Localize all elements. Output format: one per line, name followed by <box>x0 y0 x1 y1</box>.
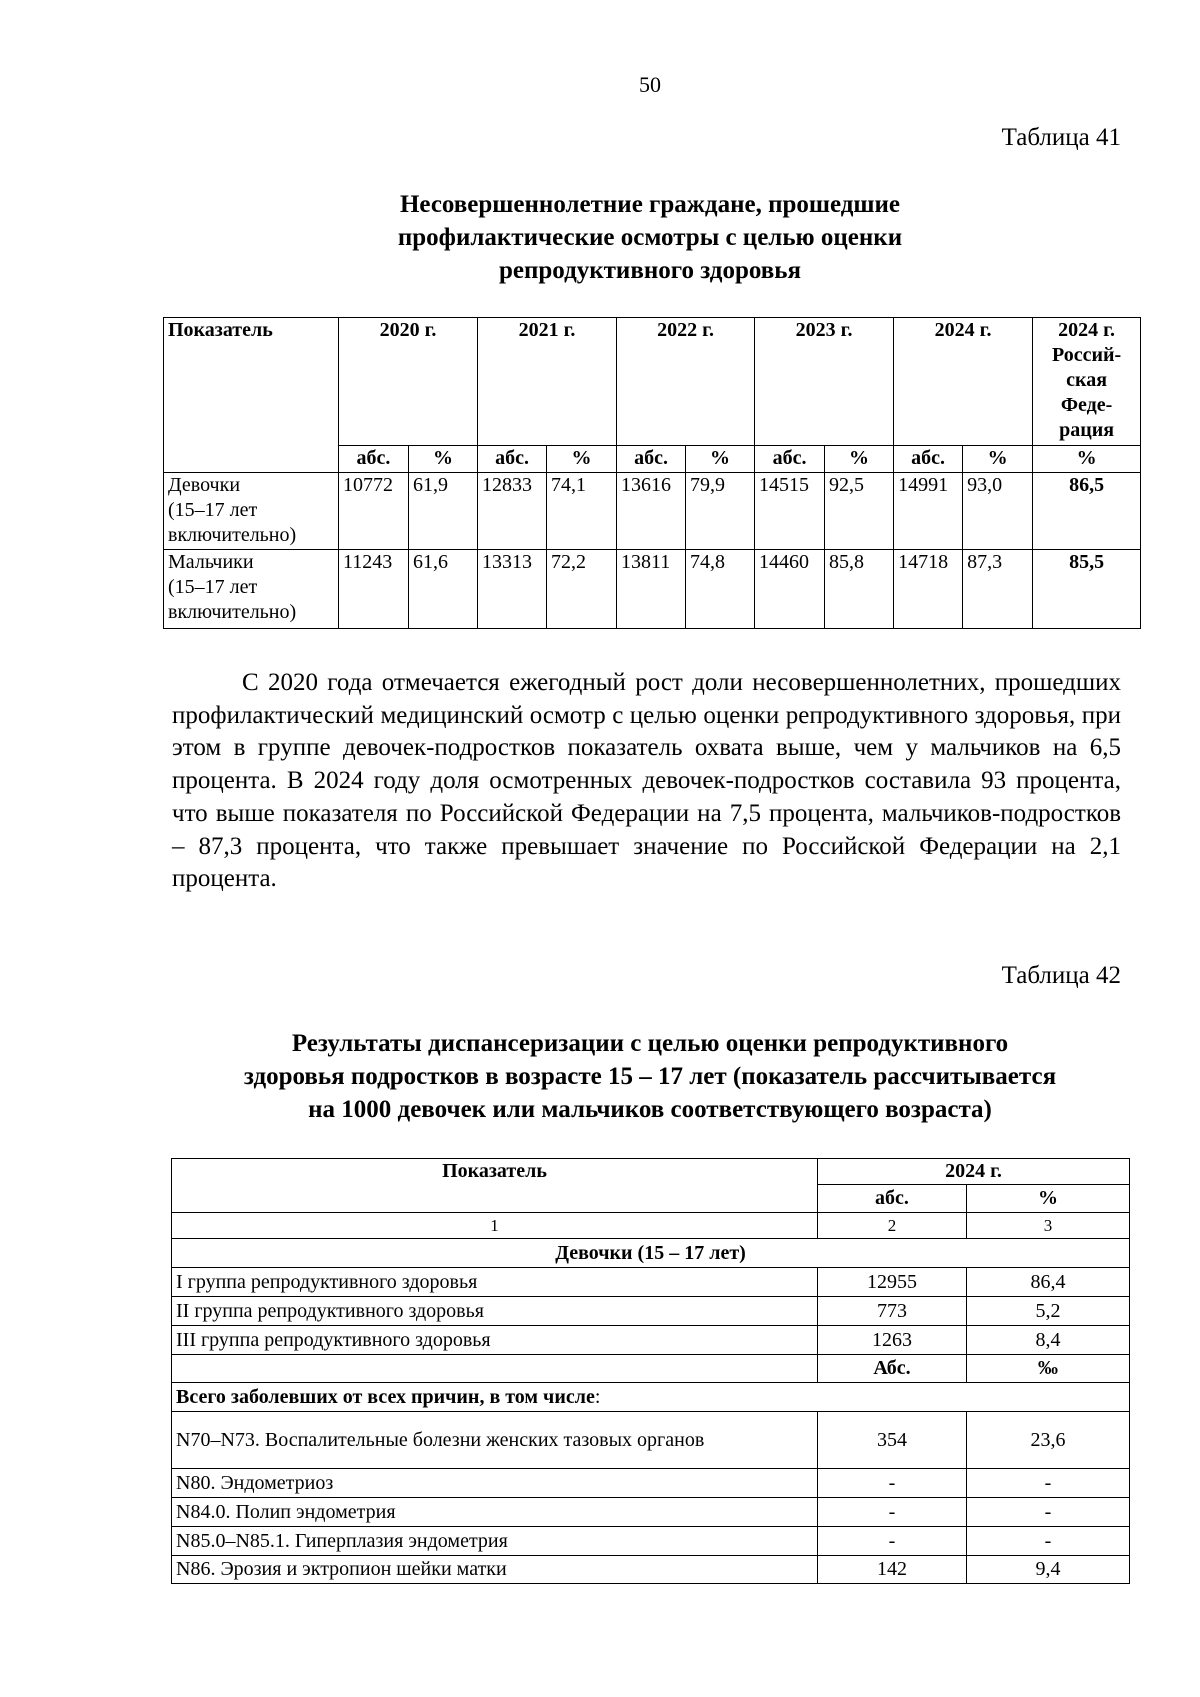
pct-header: % <box>963 446 1033 473</box>
permille-header: ‰ <box>967 1355 1130 1383</box>
row-label: N70–N73. Воспалительные болезни женских тазовых органов <box>172 1412 818 1469</box>
table-row <box>172 1498 1130 1527</box>
cell: 86,4 <box>967 1268 1130 1297</box>
cell: 13616 <box>617 473 686 550</box>
row-label: N80. Эндометриоз <box>172 1469 818 1498</box>
cell: 5,2 <box>967 1297 1130 1326</box>
cell: 74,8 <box>686 550 755 629</box>
header-row <box>164 318 1141 446</box>
title-line: Результаты диспансеризации с целью оценки репродуктивного <box>291 1030 1009 1057</box>
rf-cell: 85,5 <box>1033 550 1141 629</box>
col-num: 2 <box>818 1213 967 1239</box>
pct-header: % <box>825 446 894 473</box>
abs-header: Абс. <box>818 1355 967 1383</box>
column-number-row <box>172 1213 1130 1239</box>
abs-header: абс. <box>894 446 963 473</box>
table-row <box>172 1469 1130 1498</box>
cell: 87,3 <box>963 550 1033 629</box>
table-row <box>172 1268 1130 1297</box>
cell: 13811 <box>617 550 686 629</box>
header-year: 2023 г. <box>755 318 894 446</box>
abs-header: абс. <box>339 446 409 473</box>
cell: 142 <box>818 1556 967 1584</box>
table-42-title <box>150 1027 1150 1126</box>
cell: 72,2 <box>547 550 617 629</box>
title-line: Несовершеннолетние граждане, прошедшие <box>399 191 901 218</box>
table-41-title <box>150 188 1150 287</box>
cell: 11243 <box>339 550 409 629</box>
label-line: включительно) <box>168 524 297 546</box>
table-41-caption: Таблица 41 <box>1001 124 1121 151</box>
header-year: 2024 г. <box>894 318 1033 446</box>
header-rf <box>1033 318 1141 446</box>
pct-header: % <box>547 446 617 473</box>
table-42 <box>171 1158 1130 1584</box>
cell: - <box>967 1469 1130 1498</box>
cell: 14460 <box>755 550 825 629</box>
abs-header: абс. <box>617 446 686 473</box>
table-row <box>164 473 1141 550</box>
pct-header: % <box>409 446 478 473</box>
row-label <box>164 550 339 629</box>
row-label: I группа репродуктивного здоровья <box>172 1268 818 1297</box>
title-line: профилактические осмотры с целью оценки <box>397 224 903 251</box>
header-indicator: Показатель <box>172 1159 818 1213</box>
row-label: III группа репродуктивного здоровья <box>172 1326 818 1355</box>
cell: 14718 <box>894 550 963 629</box>
cell: 13313 <box>478 550 547 629</box>
row-label <box>164 473 339 550</box>
cell: 8,4 <box>967 1326 1130 1355</box>
rf-line: Феде- <box>1060 394 1113 416</box>
cell: - <box>818 1527 967 1556</box>
col-num: 3 <box>967 1213 1130 1239</box>
total-row <box>172 1383 1130 1412</box>
section-row <box>172 1239 1130 1268</box>
cell: 92,5 <box>825 473 894 550</box>
total-label-text: Всего заболевших от всех причин, в том числе <box>176 1385 595 1408</box>
label-line: (15–17 лет <box>168 499 258 521</box>
header-year: 2022 г. <box>617 318 755 446</box>
label-line: Девочки <box>168 474 241 496</box>
table-41 <box>163 317 1141 629</box>
abs-header: абс. <box>755 446 825 473</box>
cell: 1263 <box>818 1326 967 1355</box>
cell: - <box>967 1527 1130 1556</box>
cell: - <box>818 1498 967 1527</box>
header-year: 2021 г. <box>478 318 617 446</box>
page-number: 50 <box>639 72 661 97</box>
header-row <box>172 1159 1130 1185</box>
abs-header: абс. <box>818 1185 967 1213</box>
header-year: 2020 г. <box>339 318 478 446</box>
pct-header: % <box>1033 446 1141 473</box>
cell: 10772 <box>339 473 409 550</box>
cell: 79,9 <box>686 473 755 550</box>
row-label: II группа репродуктивного здоровья <box>172 1297 818 1326</box>
table-42-caption: Таблица 42 <box>1001 962 1121 989</box>
cell: 85,8 <box>825 550 894 629</box>
table-row <box>164 550 1141 629</box>
col-num: 1 <box>172 1213 818 1239</box>
table-row <box>172 1326 1130 1355</box>
title-line: на 1000 девочек или мальчиков соответствующего возраста) <box>308 1096 992 1123</box>
rf-line: рация <box>1059 419 1115 441</box>
header-year: 2024 г. <box>818 1159 1130 1185</box>
cell: 14991 <box>894 473 963 550</box>
rf-line: 2024 г. <box>1058 319 1115 341</box>
cell: 61,9 <box>409 473 478 550</box>
cell: 9,4 <box>967 1556 1130 1584</box>
label-line: (15–17 лет <box>168 576 258 598</box>
row-label: N84.0. Полип эндометрия <box>172 1498 818 1527</box>
table-row <box>172 1297 1130 1326</box>
label-line: включительно) <box>168 601 297 623</box>
cell: 23,6 <box>967 1412 1130 1469</box>
body-paragraph <box>172 667 1121 896</box>
cell: 12955 <box>818 1268 967 1297</box>
cell: 12833 <box>478 473 547 550</box>
rf-cell: 86,5 <box>1033 473 1141 550</box>
pct-header: % <box>686 446 755 473</box>
row-label: N86. Эрозия и эктропион шейки матки <box>172 1556 818 1584</box>
section-heading: Девочки (15 – 17 лет) <box>172 1239 1130 1268</box>
table-row <box>172 1412 1130 1469</box>
abs-header: абс. <box>478 446 547 473</box>
rf-line: ская <box>1066 369 1108 391</box>
subheader-row <box>172 1355 1130 1383</box>
pct-header: % <box>967 1185 1130 1213</box>
row-label: N85.0–N85.1. Гиперплазия эндометрия <box>172 1527 818 1556</box>
cell: 74,1 <box>547 473 617 550</box>
title-line: здоровья подростков в возрасте 15 – 17 лет (показатель рассчитывается <box>243 1063 1057 1090</box>
cell: - <box>818 1469 967 1498</box>
cell: - <box>967 1498 1130 1527</box>
table-row <box>172 1527 1130 1556</box>
cell: 354 <box>818 1412 967 1469</box>
cell: 93,0 <box>963 473 1033 550</box>
header-indicator: Показатель <box>164 318 339 473</box>
label-line: Мальчики <box>168 551 254 573</box>
cell: 14515 <box>755 473 825 550</box>
cell: 773 <box>818 1297 967 1326</box>
empty-cell <box>172 1355 818 1383</box>
rf-line: Россий- <box>1051 344 1122 366</box>
title-line: репродуктивного здоровья <box>499 257 801 284</box>
cell: 61,6 <box>409 550 478 629</box>
total-label <box>172 1383 1130 1412</box>
table-row <box>172 1556 1130 1584</box>
paragraph-text: С 2020 года отмечается ежегодный рост доли несовершеннолетних, прошедших профилактический медицинский осмотр с целью оценки репродуктивного здоровья, при этом в группе девочек-подростков показатель охвата выше, чем у мальчиков на 6,5 процента. В 2024 году доля осмотренных девочек-подростков составила 93 процента, что выше показателя по Российской Федерации на 7,5 процента, мальчиков-подростков – 87,3 процента, что также превышает значение по Российской Федерации на 2,1 процента. <box>172 669 1121 893</box>
colon: : <box>594 1385 601 1408</box>
